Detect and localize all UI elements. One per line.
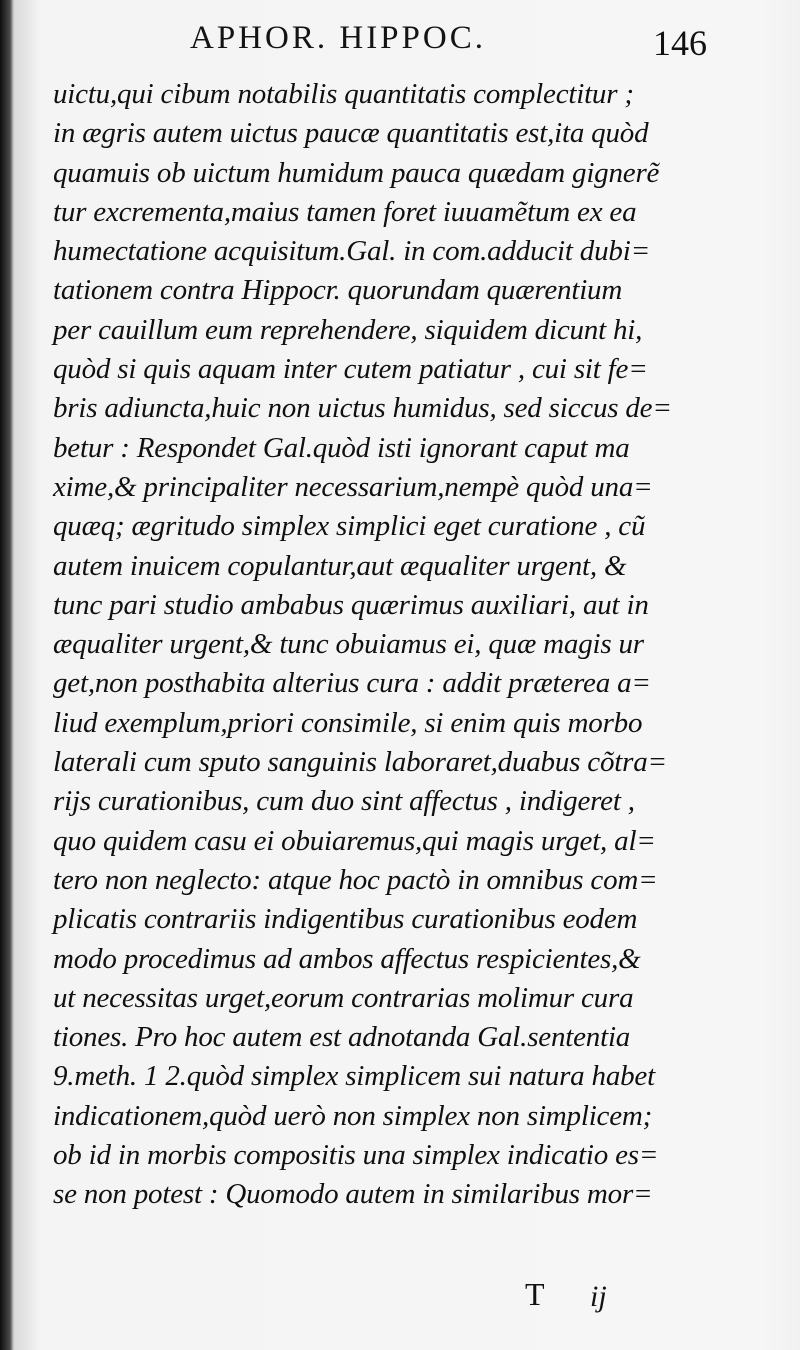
text-line: in ægris autem uictus paucæ quantitatis est,ita quòd bbox=[53, 117, 649, 150]
body-text bbox=[53, 75, 693, 1215]
text-line: rijs curationibus, cum duo sint affectus , indigeret , bbox=[53, 785, 635, 818]
text-line: quòd si quis aquam inter cutem patiatur , cui sit fe= bbox=[53, 353, 648, 386]
running-head: APHOR. HIPPOC. bbox=[190, 20, 486, 56]
signature-number: ij bbox=[590, 1280, 607, 1313]
text-line: tero non neglecto: atque hoc pactò in omnibus com= bbox=[53, 863, 658, 896]
text-line: tationem contra Hippocr. quorundam quærentium bbox=[53, 274, 623, 307]
text-line: indicationem,quòd uerò non simplex non simplicem; bbox=[53, 1099, 653, 1132]
page-number: 146 bbox=[653, 23, 707, 63]
text-line: tunc pari studio ambabus quærimus auxiliari, aut in bbox=[53, 588, 649, 621]
text-line: liud exemplum,priori consimile, si enim quis morbo bbox=[53, 706, 643, 739]
text-line: bris adiuncta,huic non uictus humidus, sed siccus de= bbox=[53, 392, 672, 425]
page-header bbox=[60, 20, 707, 70]
text-line: 9.meth. 1 2.quòd simplex simplicem sui natura habet bbox=[53, 1060, 655, 1093]
text-line: betur : Respondet Gal.quòd isti ignorant caput ma bbox=[53, 431, 630, 464]
text-line: se non potest : Quomodo autem in similaribus mor= bbox=[53, 1178, 653, 1211]
text-line: autem inuicem copulantur,aut æqualiter urgent, & bbox=[53, 549, 627, 582]
text-line: tiones. Pro hoc autem est adnotanda Gal.sententia bbox=[53, 1021, 631, 1054]
text-line: ut necessitas urget,eorum contrarias molimur cura bbox=[53, 981, 634, 1014]
text-line: uictu,qui cibum notabilis quantitatis complectitur ; bbox=[53, 78, 634, 110]
page-gutter-shadow bbox=[0, 0, 14, 1350]
signature-mark bbox=[510, 1276, 650, 1316]
text-line: quo quidem casu ei obuiaremus,qui magis urget, al= bbox=[53, 824, 656, 857]
text-line: plicatis contrariis indigentibus curationibus eodem bbox=[53, 903, 638, 936]
text-line: modo procedimus ad ambos affectus respicientes,& bbox=[53, 942, 641, 975]
text-line: quamuis ob uictum humidum pauca quædam gignerẽ bbox=[53, 156, 660, 189]
signature-letter: T bbox=[525, 1276, 545, 1312]
text-line: laterali cum sputo sanguinis laboraret,duabus cõtra= bbox=[53, 746, 667, 779]
text-line: get,non posthabita alterius cura : addit præterea a= bbox=[53, 667, 651, 700]
text-line: humectatione acquisitum.Gal. in com.adducit dubi= bbox=[53, 235, 650, 268]
text-line: per cauillum eum reprehendere, siquidem dicunt hi, bbox=[53, 313, 643, 346]
text-line: quæq; ægritudo simplex simplici eget curatione , cũ bbox=[53, 510, 646, 543]
text-line: xime,& principaliter necessarium,nempè quòd una= bbox=[53, 470, 653, 503]
text-line: tur excrementa,maius tamen foret iuuamẽtum ex ea bbox=[53, 195, 637, 228]
text-line: æqualiter urgent,& tunc obuiamus ei, quæ magis ur bbox=[53, 628, 644, 661]
text-line: ob id in morbis compositis una simplex indicatio es= bbox=[53, 1139, 659, 1172]
